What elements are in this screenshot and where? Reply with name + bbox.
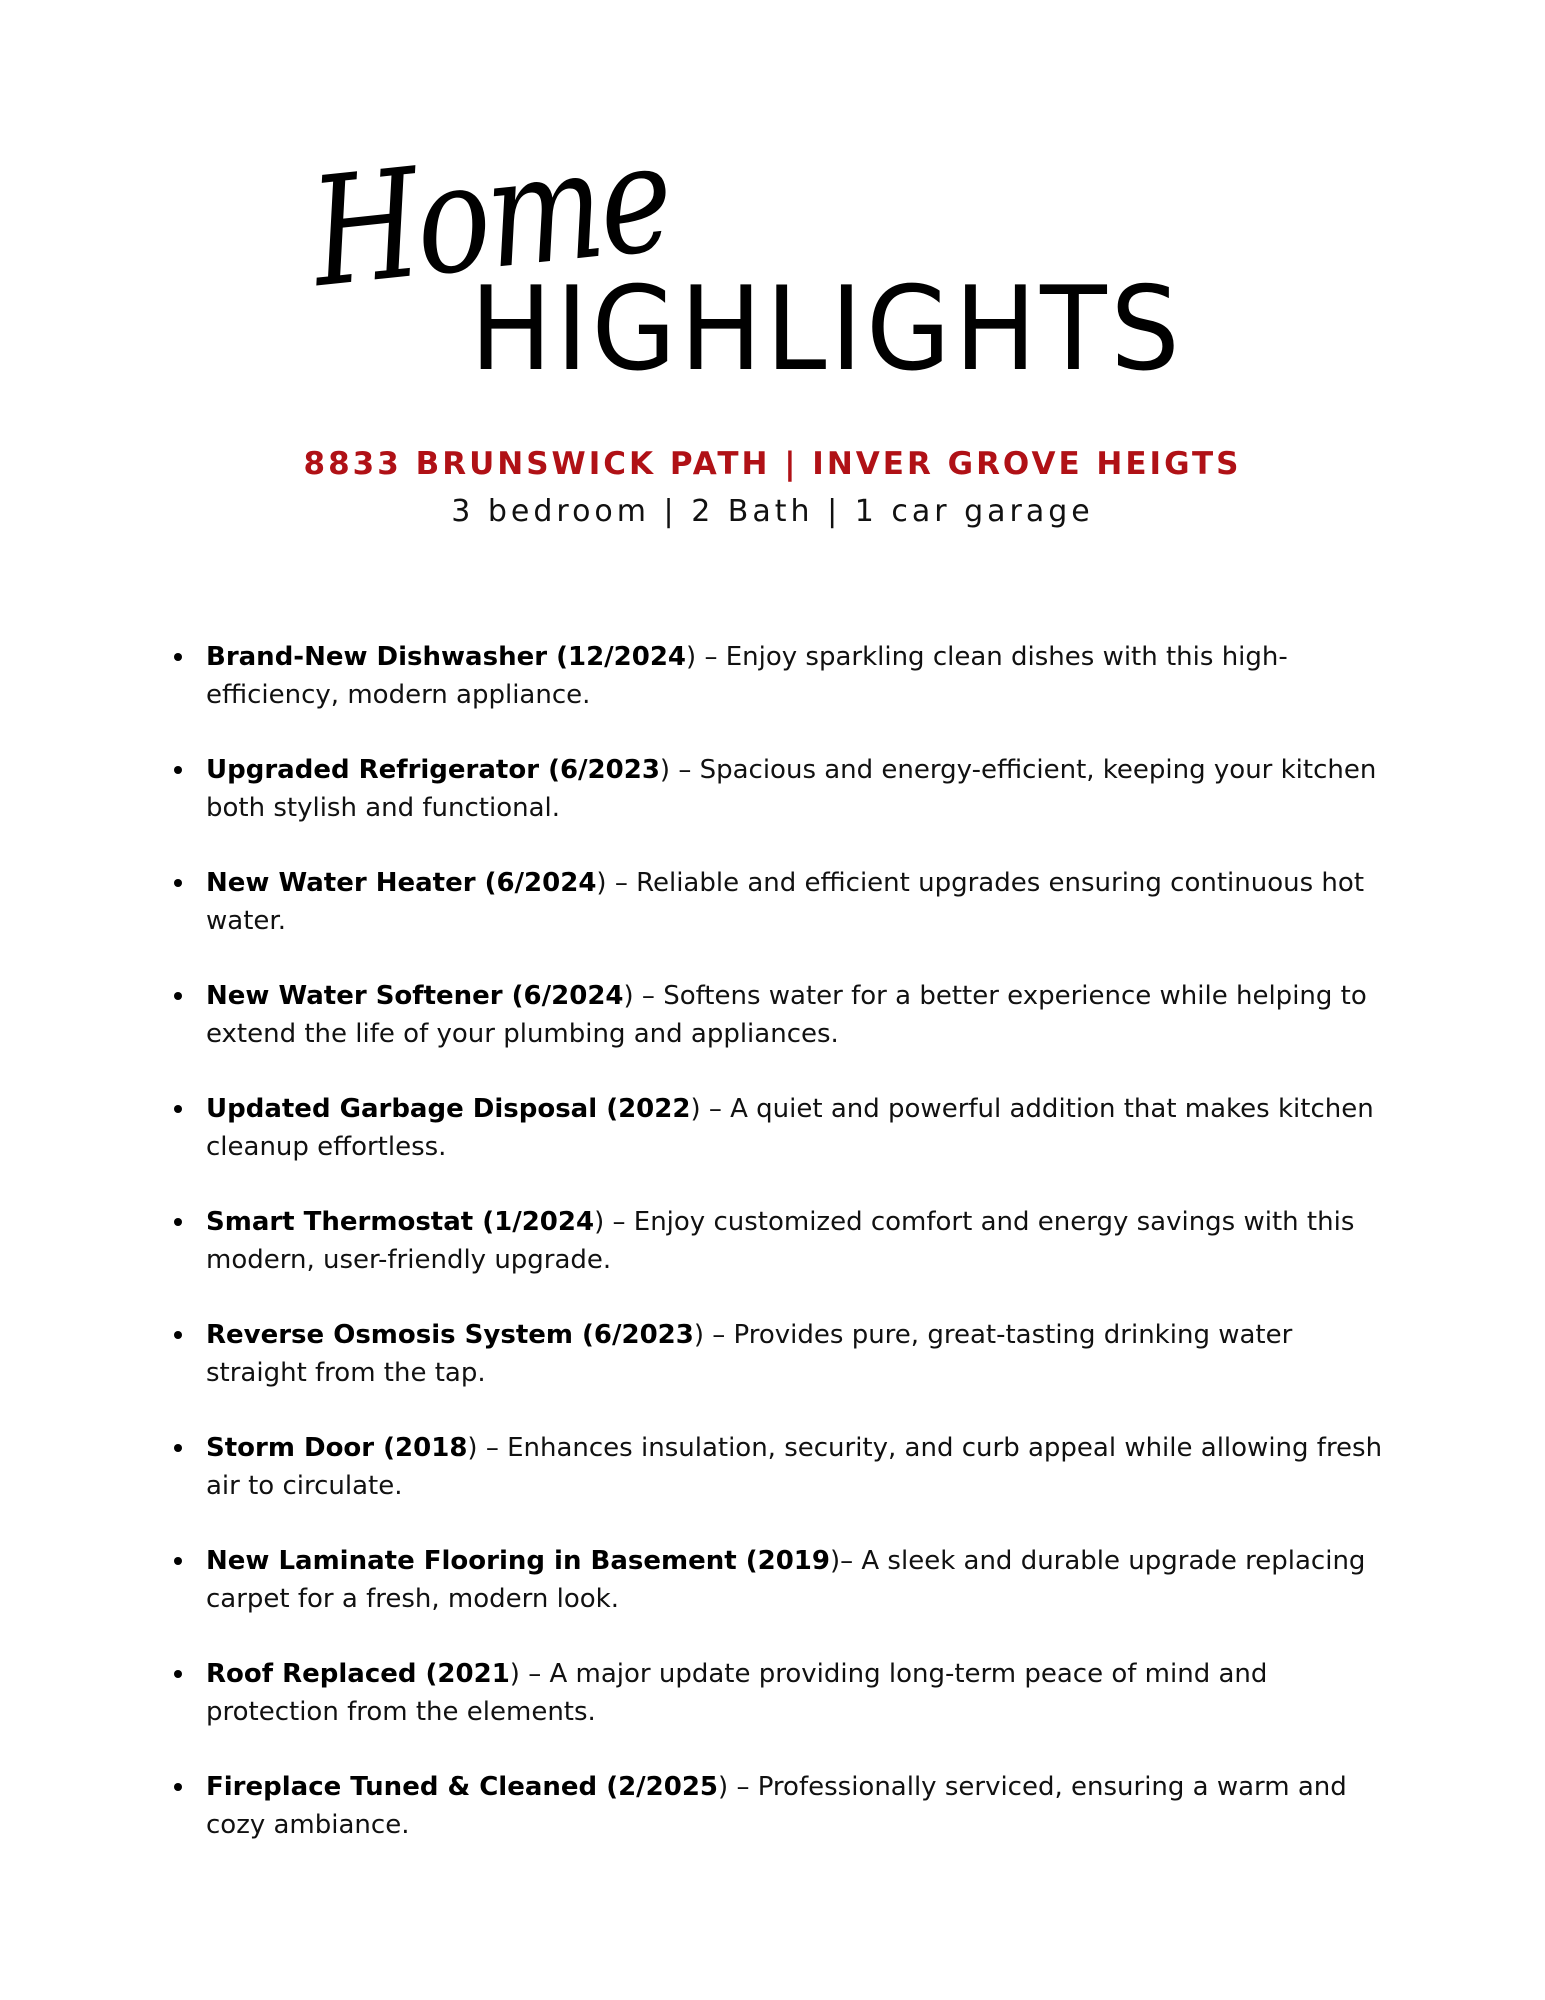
bullet-icon [174, 1105, 182, 1113]
highlight-item [170, 977, 1400, 1053]
highlight-description: ) – Professionally serviced, ensuring a warm and cozy ambiance. [206, 1772, 1347, 1840]
bullet-icon [174, 1331, 182, 1339]
bullet-icon [174, 1444, 182, 1452]
bullet-icon [174, 1557, 182, 1565]
highlight-item [170, 1316, 1400, 1392]
bullet-icon [174, 1670, 182, 1678]
highlight-description: ) – Provides pure, great-tasting drinking water straight from the tap. [206, 1320, 1293, 1388]
highlight-description: ) – Enjoy customized comfort and energy savings with this modern, user-friendly upgrade. [206, 1207, 1355, 1275]
highlight-title: Updated Garbage Disposal (2022 [206, 1094, 691, 1124]
script-title-word: Home [303, 110, 678, 322]
highlight-title: Roof Replaced (2021 [206, 1659, 510, 1689]
highlight-description: ) – Softens water for a better experience while helping to extend the life of your plumbing and appliances. [206, 981, 1367, 1049]
highlight-description: ) – A quiet and powerful addition that makes kitchen cleanup effortless. [206, 1094, 1374, 1162]
highlight-description: ) – Spacious and energy-efficient, keeping your kitchen both stylish and functional. [206, 755, 1377, 823]
highlight-description: ) – Reliable and efficient upgrades ensuring continuous hot water. [206, 868, 1365, 936]
highlight-title: Storm Door (2018 [206, 1433, 468, 1463]
bullet-icon [174, 1783, 182, 1791]
highlight-description: ) – Enhances insulation, security, and curb appeal while allowing fresh air to circulate. [206, 1433, 1383, 1501]
bullet-icon [174, 766, 182, 774]
highlight-item [170, 1768, 1400, 1844]
main-title-word: HIGHLIGHTS [470, 262, 1184, 397]
highlight-item [170, 1655, 1400, 1731]
highlight-title: New Laminate Flooring in Basement (2019 [206, 1546, 830, 1576]
highlight-title: Fireplace Tuned & Cleaned (2/2025 [206, 1772, 719, 1802]
highlight-item [170, 864, 1400, 940]
highlight-title: Upgraded Refrigerator (6/2023 [206, 755, 660, 785]
highlight-item [170, 1090, 1400, 1166]
highlight-description: )– A sleek and durable upgrade replacing carpet for a fresh, modern look. [206, 1546, 1366, 1614]
highlight-description: ) – Enjoy sparkling clean dishes with this high-efficiency, modern appliance. [206, 642, 1288, 710]
title-block [0, 0, 1545, 420]
bullet-icon [174, 879, 182, 887]
highlight-item [170, 1203, 1400, 1279]
highlight-title: Brand-New Dishwasher (12/2024 [206, 642, 687, 672]
bullet-icon [174, 992, 182, 1000]
bullet-icon [174, 653, 182, 661]
highlight-title: New Water Heater (6/2024 [206, 868, 597, 898]
highlight-title: Reverse Osmosis System (6/2023 [206, 1320, 694, 1350]
bullet-icon [174, 1218, 182, 1226]
highlight-title: New Water Softener (6/2024 [206, 981, 624, 1011]
highlight-item [170, 638, 1400, 714]
highlights-list [170, 638, 1400, 1881]
highlight-item [170, 1429, 1400, 1505]
highlight-title: Smart Thermostat (1/2024 [206, 1207, 595, 1237]
property-specs: 3 bedroom | 2 Bath | 1 car garage [451, 494, 1094, 529]
highlight-description: ) – A major update providing long-term peace of mind and protection from the elements. [206, 1659, 1268, 1727]
highlight-item [170, 1542, 1400, 1618]
property-address: 8833 BRUNSWICK PATH | INVER GROVE HEIGTS [303, 446, 1242, 482]
highlight-item [170, 751, 1400, 827]
